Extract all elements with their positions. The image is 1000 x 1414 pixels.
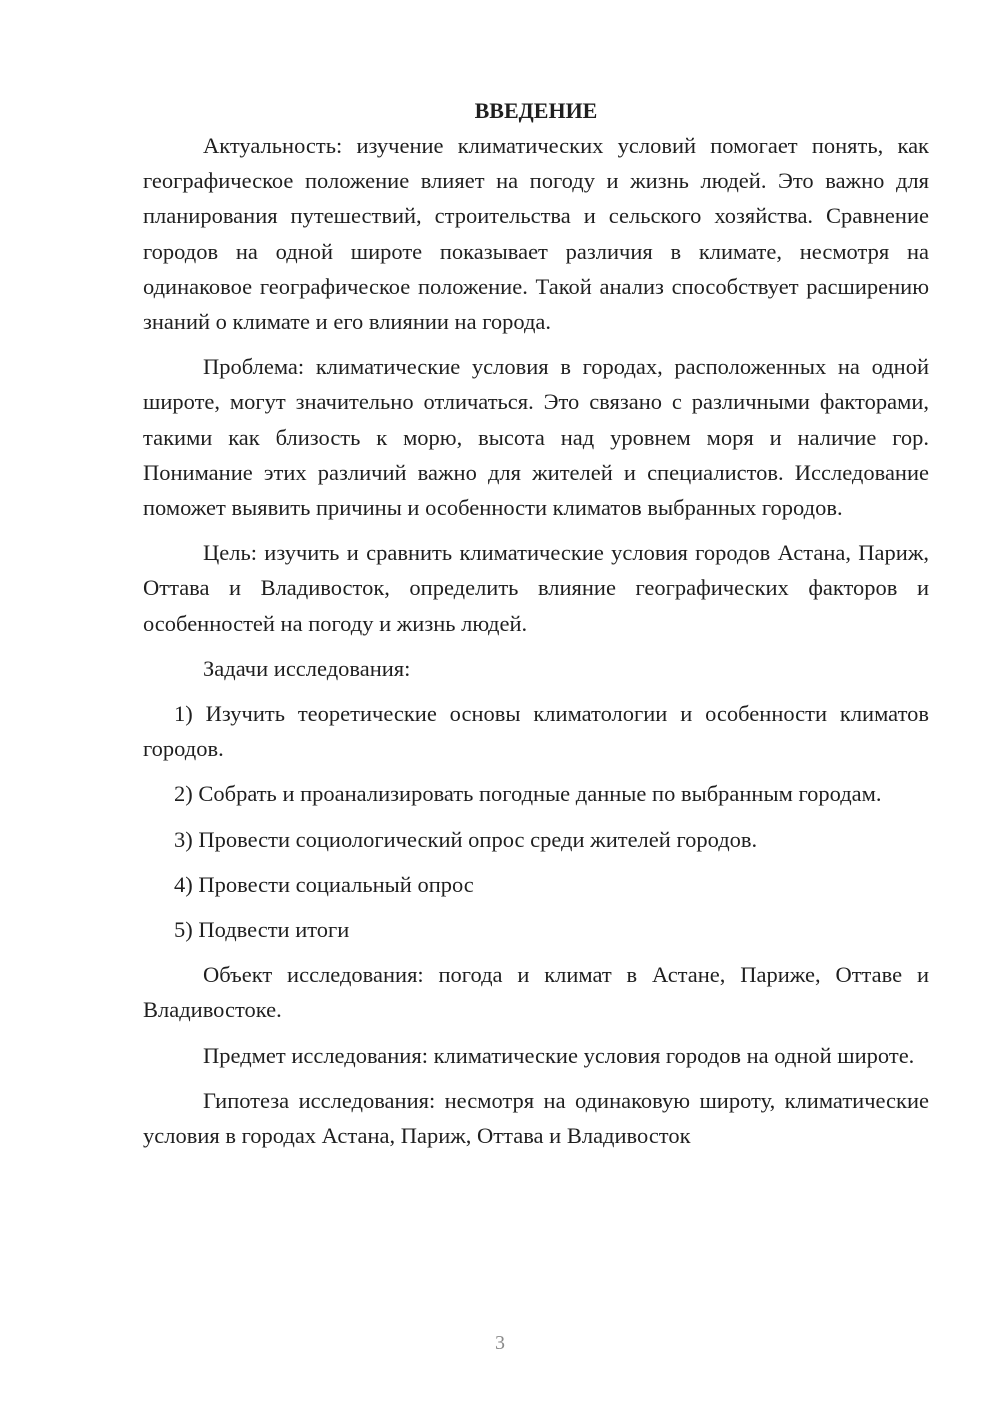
task-item-3: 3) Провести социологический опрос среди жителей городов. xyxy=(174,826,758,852)
tasks-heading: Задачи исследования: xyxy=(203,655,411,681)
paragraph-goal: Цель: изучить и сравнить климатические условия городов Астана, Париж, Оттава и Владивосток, определить влияние географических факторов и особенностей на погоду и жизнь людей. xyxy=(143,540,929,636)
paragraph-problem: Проблема: климатические условия в городах, расположенных на одной широте, могут значительно отличаться. Это связано с различными факторами, такими как близость к морю, высота над уровнем моря и наличие гор. Понимание этих различий важно для жителей и специалистов. Исследование поможет выявить причины и особенности климатов выбранных городов. xyxy=(143,354,929,521)
task-item-4: 4) Провести социальный опрос xyxy=(174,871,474,897)
task-item-1: 1) Изучить теоретические основы климатологии и особенности климатов городов. xyxy=(143,701,929,762)
paragraph-relevance: Актуальность: изучение климатических условий помогает понять, как географическое положение влияет на погоду и жизнь людей. Это важно для планирования путешествий, строительства и сельского хозяйства. Сравнение городов на одной широте показывает различия в климате, несмотря на одинаковое географическое положение. Такой анализ способствует расширению знаний о климате и его влиянии на города. xyxy=(143,133,929,335)
paragraph-object: Объект исследования: погода и климат в Астане, Париже, Оттаве и Владивостоке. xyxy=(143,962,929,1023)
page-number: 3 xyxy=(495,1332,505,1354)
task-item-5: 5) Подвести итоги xyxy=(174,917,350,943)
paragraph-hypothesis: Гипотеза исследования: несмотря на одинаковую широту, климатические условия в городах Астана, Париж, Оттава и Владивосток xyxy=(143,1087,929,1149)
paragraph-subject: Предмет исследования: климатические условия городов на одной широте. xyxy=(203,1042,915,1068)
task-item-2: 2) Собрать и проанализировать погодные данные по выбранным городам. xyxy=(174,781,882,807)
page-content xyxy=(143,93,929,1153)
page-title: ВВЕДЕНИЕ xyxy=(474,98,598,123)
